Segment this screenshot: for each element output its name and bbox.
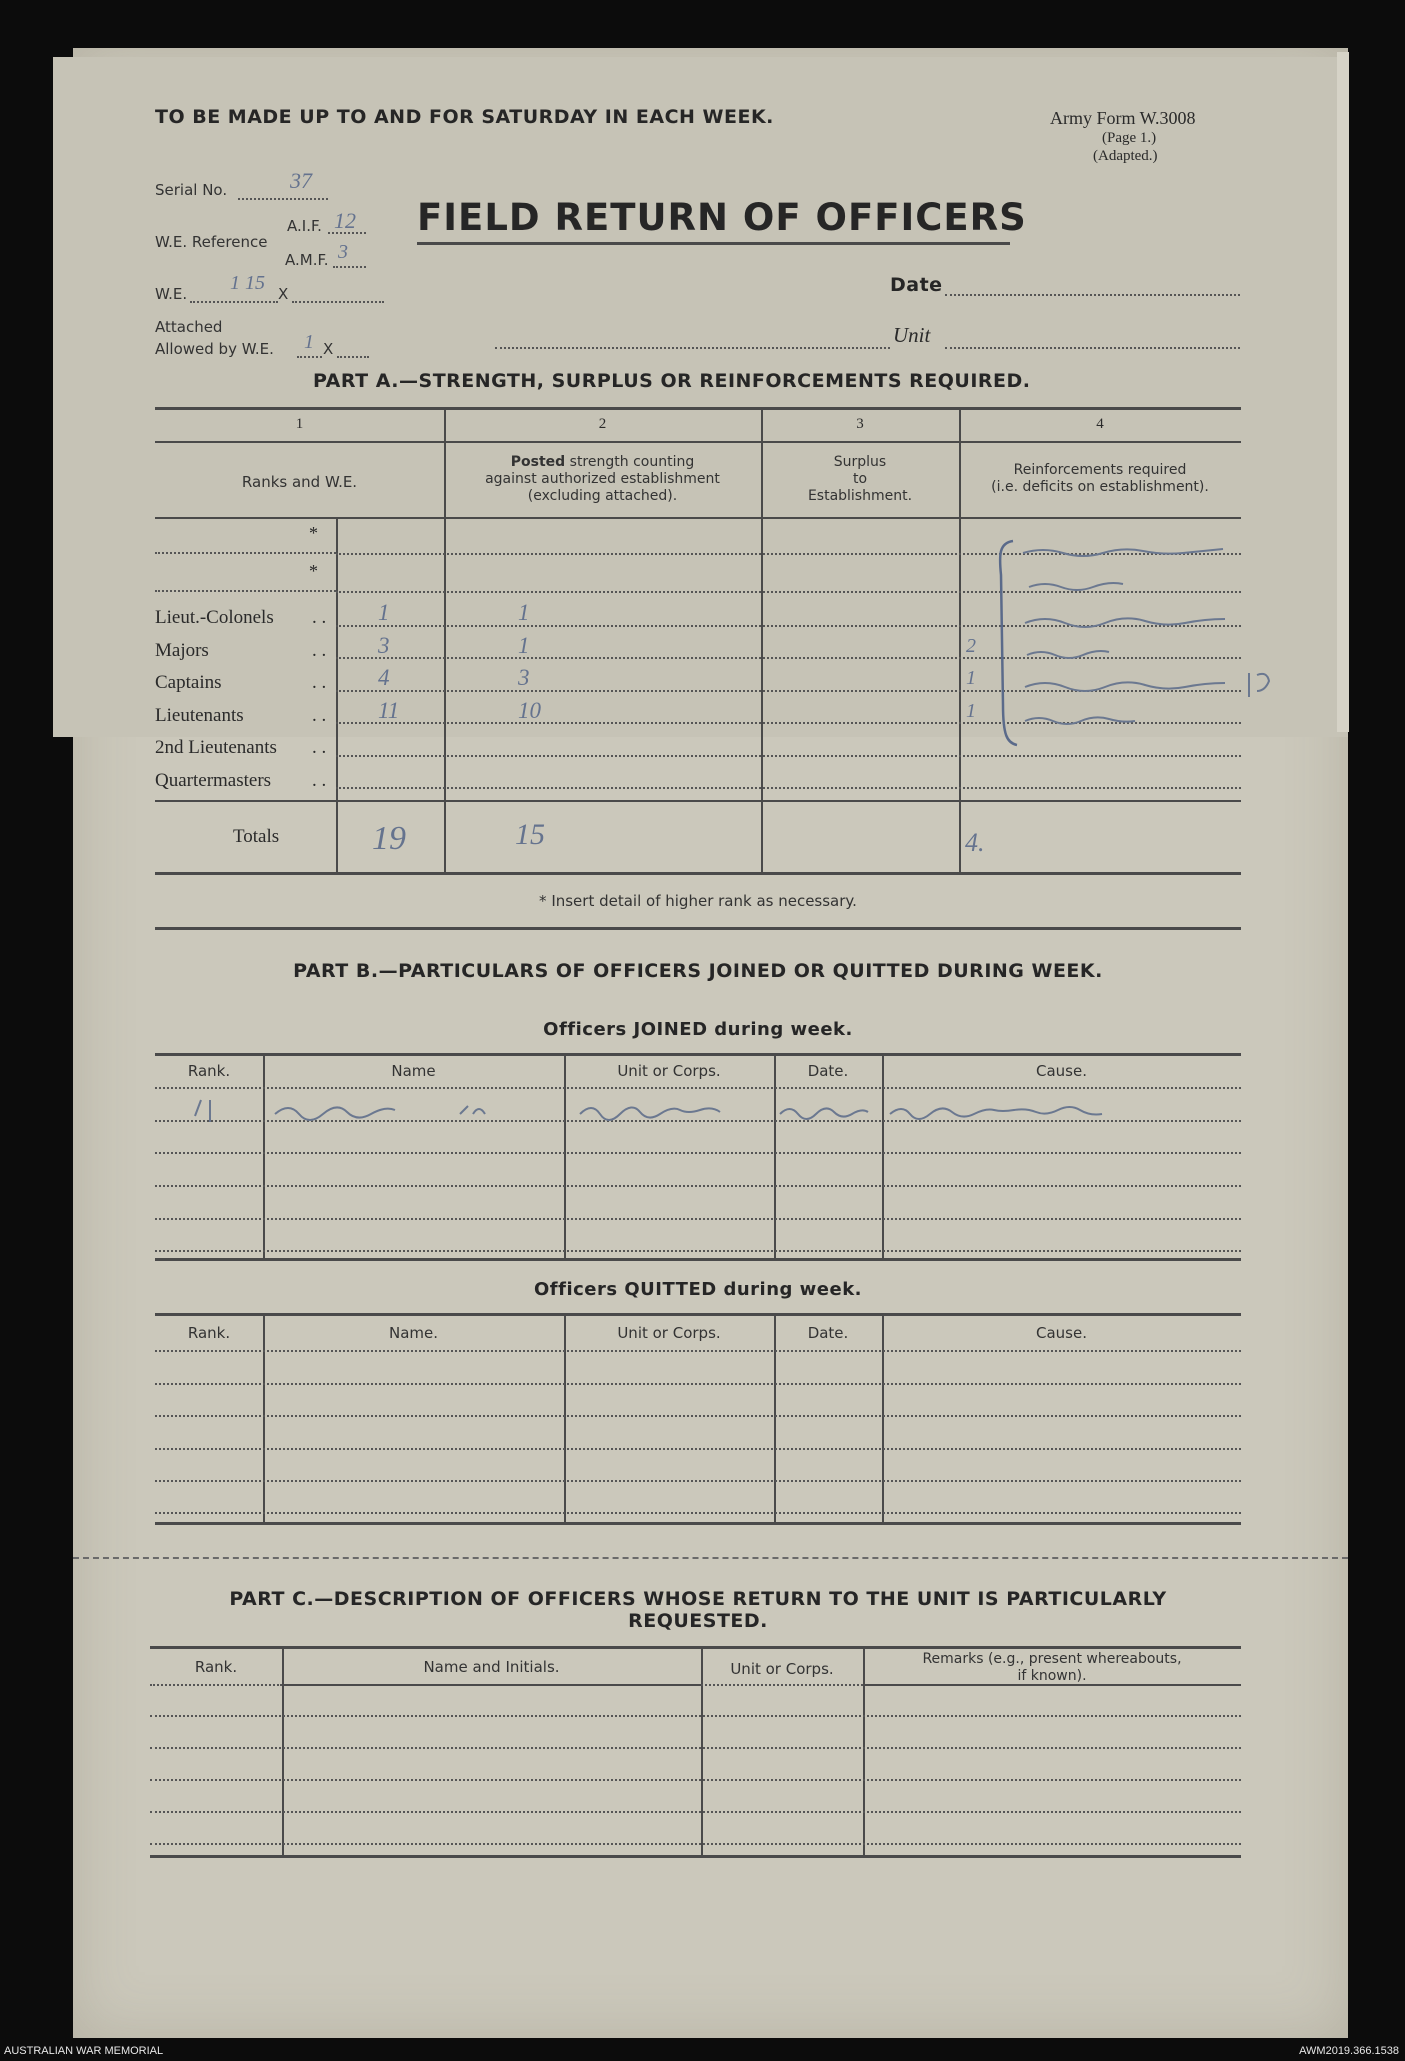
posted-rest: strength counting [565,454,695,470]
leader: . . [312,769,327,791]
joined-cause-header: Cause. [1036,1062,1087,1080]
quitted-title: Officers QUITTED during week. [533,1279,863,1300]
attached-label: Attached [155,318,223,336]
part-c-top-rule [150,1646,1241,1649]
serial-label: Serial No. [155,181,228,199]
allowed-by-we-label: Allowed by W.E. [155,340,274,358]
form-number: Army Form W.3008 [1050,108,1196,128]
leader: . . [312,607,327,628]
posted-value: 1 [518,632,530,658]
asterisk-line-1 [155,552,336,554]
aif-handwritten: 12 [334,208,356,233]
unit-line-right [945,347,1240,349]
rank-lieut-colonels: Lieut.-Colonels [155,607,274,628]
amf-line [333,266,366,268]
surplus-line3: Establishment. [807,488,913,504]
leader: . . [312,737,327,758]
totals-divider [336,801,338,872]
col-number-3: 3 [856,416,864,432]
part-c-remarks-header [863,1651,1241,1685]
remarks-line2: if known). [1017,1668,1087,1684]
quitted-header-line [155,1350,1241,1352]
quitted-bottom-rule [155,1522,1241,1525]
quitted-top-rule [155,1313,1241,1316]
form-title: FIELD RETURN OF OFFICERS [417,196,1027,239]
part-c-unit-header: Unit or Corps. [730,1660,834,1678]
rank-labels [155,602,277,797]
instruction-text: TO BE MADE UP TO AND FOR SATURDAY IN EACH WEEK. [155,106,774,128]
quitted-row-line [155,1383,1241,1385]
posted-line2: against authorized establishment [485,471,720,487]
allowed-x: X [323,340,334,358]
we-value: 4 [378,665,390,690]
posted-value: 10 [518,697,541,723]
posted-line3: (excluding attached). [527,488,678,504]
we-reference-label: W.E. Reference [155,233,268,251]
leader: . . [312,672,327,693]
joined-row-line [155,1250,1241,1252]
posted-bold: Posted [510,454,566,470]
joined-date-header: Date. [807,1062,849,1080]
quitted-divider-2 [564,1315,566,1522]
rank-leaders [312,602,326,797]
part-c-row-line [150,1843,1241,1845]
reinf-line1: Reinforcements required [1013,462,1187,478]
total-we: 19 [372,820,406,857]
part-b-title: PART B.—PARTICULARS OF OFFICERS JOINED OR QUITTED DURING WEEK. [293,960,1103,982]
quitted-divider-4 [882,1315,884,1522]
col-ranks-header: Ranks and W.E. [241,473,358,491]
part-a-num-rule [155,441,1241,443]
posted-values-handwritten [518,597,541,727]
part-c-title-line2: REQUESTED. [628,1610,768,1632]
joined-name-header: Name [391,1062,436,1080]
part-c-unit-header-line [701,1684,863,1686]
part-c-title [155,1588,1241,1632]
joined-handwritten-entry [155,1090,1235,1130]
reinf-line2: (i.e. deficits on establishment). [991,479,1209,495]
quitted-divider-3 [774,1315,776,1522]
rank-quartermasters: Quartermasters [155,769,272,791]
quitted-rank-header: Rank. [187,1324,231,1342]
quitted-unit-header: Unit or Corps. [617,1324,721,1342]
we-line-2 [292,301,384,303]
totals-label: Totals [233,826,280,847]
col-number-4: 4 [1096,416,1104,432]
part-a-bottom-rule [155,872,1241,875]
quitted-row-line [155,1512,1241,1514]
joined-title: Officers JOINED during week. [543,1019,853,1040]
part-c-row-line [150,1811,1241,1813]
serial-line [238,198,328,200]
unit-line-left [495,347,890,349]
part-c-row-line [150,1715,1241,1717]
title-underline [417,242,1010,245]
part-a-footnote: * Insert detail of higher rank as necessary. [539,892,857,910]
joined-unit-header: Unit or Corps. [617,1062,721,1080]
part-c-title-line1: PART C.—DESCRIPTION OF OFFICERS WHOSE RETURN TO THE UNIT IS PARTICULARLY [229,1588,1167,1610]
asterisk-line-2 [155,590,336,592]
surplus-line2: to [852,471,868,487]
joined-divider-1 [263,1055,265,1258]
quitted-date-header: Date. [807,1324,849,1342]
joined-divider-4 [882,1055,884,1258]
leader: . . [312,639,327,661]
serial-handwritten: 37 [290,168,312,193]
we-line-1 [190,301,278,303]
rank-lieutenants: Lieutenants [155,704,244,726]
part-c-rank-header: Rank. [194,1658,238,1676]
part-c-remarks-header-rule [863,1684,1241,1686]
surplus-line1: Surplus [833,454,887,470]
leader: . . [312,704,327,726]
part-c-divider-1 [282,1648,284,1856]
allowed-line-2 [337,356,369,358]
col-surplus-header [761,454,959,505]
we-x: X [278,285,289,303]
part-c-bottom-rule [150,1855,1241,1858]
reinf-values-handwritten [966,597,976,727]
paper-edge [1337,52,1349,732]
we-label: W.E. [155,285,188,303]
quitted-row-line [155,1415,1241,1417]
col-reinforcements-header [959,462,1241,496]
part-c-name-header-rule [282,1684,701,1686]
allowed-line-1 [297,356,322,358]
joined-rank-header: Rank. [187,1062,231,1080]
part-b-top-rule [155,927,1241,930]
archive-credit: AUSTRALIAN WAR MEMORIAL [4,2045,164,2057]
remarks-line1: Remarks (e.g., present whereabouts, [922,1651,1182,1667]
joined-header-line [155,1087,1241,1089]
rank-captains: Captains [155,672,222,693]
reinf-value: 1 [966,699,976,722]
asterisk-2: * [309,561,318,581]
we-value: 3 [378,632,390,658]
reinf-value: 1 [966,667,976,689]
col-number-1: 1 [295,416,304,432]
we-values-handwritten [378,597,399,727]
joined-divider-3 [774,1055,776,1258]
quitted-row-line [155,1480,1241,1482]
posted-value: 3 [518,665,530,690]
part-a-title: PART A.—STRENGTH, SURPLUS OR REINFORCEMENTS REQUIRED. [313,370,1031,392]
date-line [945,294,1240,296]
allowed-handwritten: 1 [304,331,314,353]
reinf-value [966,597,976,630]
unit-label: Unit [893,323,931,347]
col-posted-header [444,454,761,505]
reinf-value: 2 [966,634,976,657]
joined-divider-2 [564,1055,566,1258]
part-a-head-rule [155,517,1241,519]
posted-value: 1 [518,600,530,625]
quitted-divider-1 [263,1315,265,1522]
date-label: Date [890,274,943,296]
amf-handwritten: 3 [338,241,348,263]
total-reinforcements: 4. [965,828,985,857]
asterisk-1: * [309,523,318,543]
row-line-5 [336,755,1241,757]
joined-top-rule [155,1053,1241,1056]
joined-bottom-rule [155,1258,1241,1261]
joined-row-line [155,1218,1241,1220]
col-number-2: 2 [598,416,607,432]
rank-majors: Majors [155,639,209,661]
we-value: 1 [378,600,390,625]
part-c-divider-2 [701,1648,703,1856]
part-c-rank-header-line [150,1684,282,1686]
amf-label: A.M.F. [285,251,329,269]
we-handwritten: 1 15 [230,272,265,294]
quitted-row-line [155,1448,1241,1450]
joined-row-line [155,1152,1241,1154]
quitted-cause-header: Cause. [1036,1324,1087,1342]
totals-rule [155,800,1241,802]
part-a-top-rule [155,407,1241,410]
page-number: (Page 1.) [1102,130,1157,146]
we-value: 11 [378,697,400,723]
rank-2nd-lieutenants: 2nd Lieutenants [155,737,277,758]
part-c-name-header: Name and Initials. [423,1658,560,1676]
joined-row-line [155,1185,1241,1187]
total-posted: 15 [515,818,545,851]
adapted-label: (Adapted.) [1093,148,1158,164]
aif-label: A.I.F. [287,217,322,235]
handwritten-notes-bracket [995,535,1285,750]
part-c-row-line [150,1779,1241,1781]
archive-accession-number: AWM2019.366.1538 [1299,2045,1399,2057]
quitted-name-header: Name. [388,1324,439,1342]
part-c-row-line [150,1747,1241,1749]
row-line-6 [336,787,1241,789]
perforation-line [73,1557,1348,1559]
